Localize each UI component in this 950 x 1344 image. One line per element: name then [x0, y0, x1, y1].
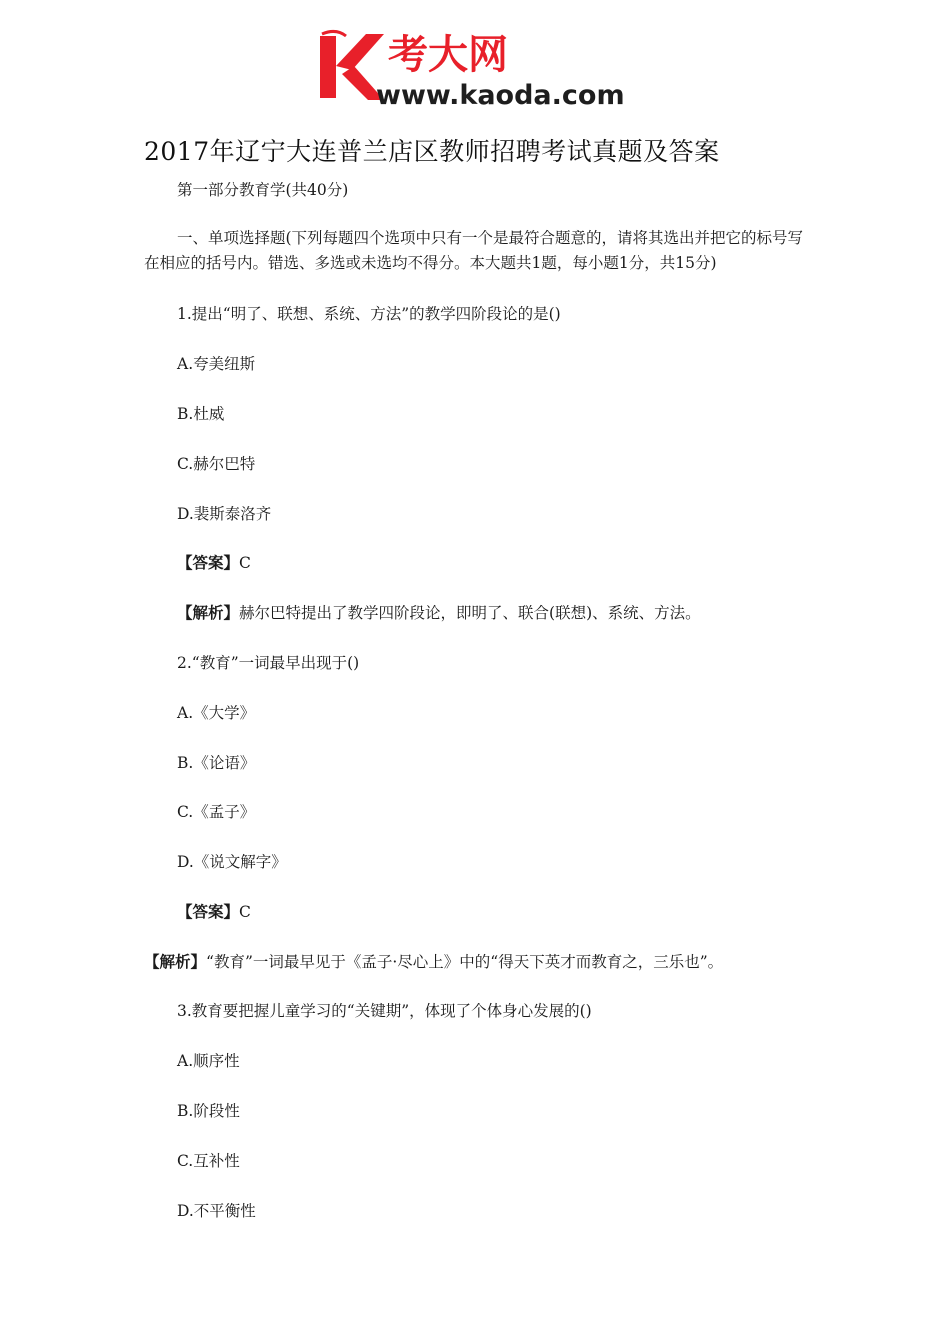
analysis-text: 赫尔巴特提出了教学四阶段论，即明了、联合(联想)、系统、方法。	[239, 604, 701, 622]
option-c: C.《孟子》	[177, 803, 256, 821]
answer-line	[177, 551, 251, 573]
k-mark-icon	[320, 31, 384, 100]
answer-value: C	[239, 903, 251, 921]
analysis-label: 【解析】	[144, 952, 207, 971]
answer-value: C	[239, 554, 251, 572]
section-heading: 第一部分教育学(共40分)	[177, 181, 349, 199]
analysis-line	[144, 950, 723, 972]
answer-label: 【答案】	[177, 553, 240, 572]
option-d: D.裴斯泰洛齐	[177, 505, 272, 523]
logo-brand-text: 考大网	[388, 32, 508, 78]
logo-graphic	[318, 26, 648, 110]
answer-line	[177, 900, 251, 922]
option-d: D.不平衡性	[177, 1202, 256, 1220]
document-title: 2017年辽宁大连普兰店区教师招聘考试真题及答案	[144, 137, 720, 166]
option-c: C.赫尔巴特	[177, 455, 256, 473]
option-c: C.互补性	[177, 1152, 240, 1170]
instructions-paragraph: 一、单项选择题(下列每题四个选项中只有一个是最符合题意的，请将其选出并把它的标号写在相应的括号内。错选、多选或未选均不得分。本大题共1题，每小题1分，共15分)	[144, 229, 804, 272]
option-a: A.夸美纽斯	[177, 355, 256, 373]
question-stem: 1.提出“明了、联想、系统、方法”的教学四阶段论的是()	[177, 305, 561, 323]
answer-label: 【答案】	[177, 902, 240, 921]
kaoda-logo	[318, 26, 648, 110]
option-a: A.《大学》	[177, 704, 256, 722]
analysis-line	[177, 601, 701, 623]
analysis-label: 【解析】	[177, 603, 240, 622]
option-b: B.《论语》	[177, 754, 256, 772]
question-stem: 2.“教育”一词最早出现于()	[177, 654, 360, 672]
option-d: D.《说文解字》	[177, 853, 287, 871]
question-stem: 3.教育要把握儿童学习的“关键期”，体现了个体身心发展的()	[177, 1002, 592, 1020]
option-a: A.顺序性	[177, 1052, 240, 1070]
logo-url-text: www.kaoda.com	[376, 80, 625, 110]
analysis-text: “教育”一词最早见于《孟子·尽心上》中的“得天下英才而教育之，三乐也”。	[206, 953, 724, 971]
option-b: B.杜威	[177, 405, 225, 423]
option-b: B.阶段性	[177, 1102, 240, 1120]
